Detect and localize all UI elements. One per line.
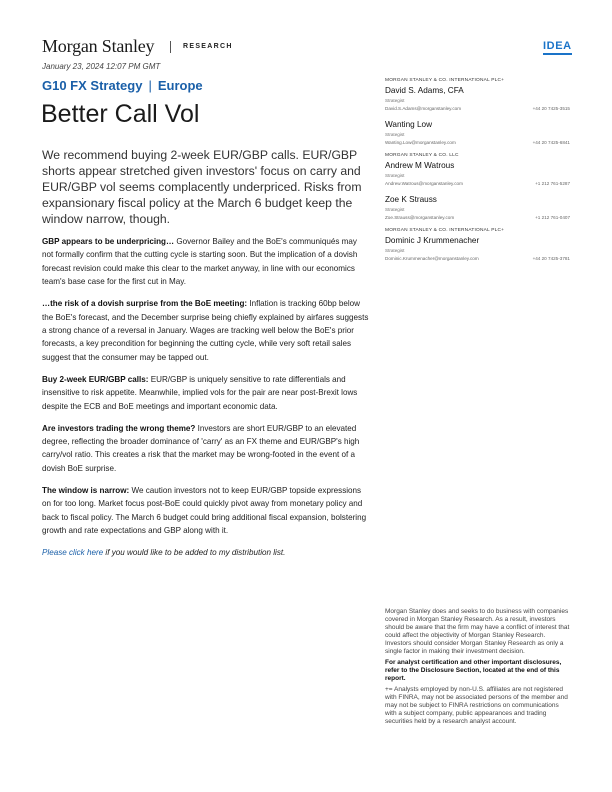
- paragraph-text: We caution investors not to keep EUR/GBP topside expressions on for too long. Market focus post-BoE could quickly pivot away from monetary policy and back to fiscal policy. The March 6 budget could bring additional fiscal expansion, bolstering growth and rate expectations and GBP along with it.: [42, 485, 367, 536]
- analyst-email[interactable]: Andrew.Watrous@morganstanley.com: [385, 181, 463, 186]
- analyst-entry: [385, 194, 570, 222]
- analyst-group: [385, 228, 570, 263]
- body-paragraph: [42, 422, 370, 476]
- analyst-entry: [385, 235, 570, 263]
- analyst-role: Strategist: [385, 248, 405, 253]
- paragraph-lead: …the risk of a dovish surprise from the BoE meeting:: [42, 299, 248, 309]
- analyst-name: Wanting Low: [385, 120, 433, 129]
- header-divider: [170, 41, 171, 53]
- paragraph-lead: Buy 2-week EUR/GBP calls:: [42, 374, 149, 384]
- analyst-role: Strategist: [385, 173, 405, 178]
- paragraph-lead: The window is narrow:: [42, 485, 130, 495]
- analyst-phone: +44 20 7425-3781: [532, 256, 570, 261]
- strategy-region: Europe: [157, 78, 203, 93]
- body-paragraph: [42, 484, 370, 538]
- strategy-name: G10 FX Strategy: [42, 78, 143, 93]
- disclaimer-box: [385, 608, 570, 729]
- firm-name: MORGAN STANLEY & CO. INTERNATIONAL PLC+: [385, 78, 505, 83]
- analyst-phone: +1 212 761-0407: [535, 215, 570, 220]
- analyst-contact: [385, 139, 570, 147]
- analyst-entry: [385, 160, 570, 188]
- disclaimer-certification-text: For analyst certification and other important disclosures, refer to the Disclosure Section, located at the end of this report.: [385, 659, 562, 682]
- disclaimer-conflict: Morgan Stanley does and seeks to do business with companies covered in Morgan Stanley Research. As a result, investors should be aware that the firm may have a conflict of interest that could affect the objectivity of Morgan Stanley Research. Investors should consider Morgan Stanley Research as only a single factor in making their investment decision.: [385, 608, 570, 655]
- analyst-email[interactable]: Dominic.Krummenacher@morganstanley.com: [385, 256, 479, 261]
- distribution-link[interactable]: Please click here: [42, 548, 104, 558]
- idea-tag: IDEA: [543, 40, 572, 55]
- disclaimer-finra: += Analysts employed by non-U.S. affiliates are not registered with FINRA, may not be associated persons of the member and may not be subject to FINRA restrictions on communications with a subject company, public appearances and trading securities held by a research analyst account.: [385, 686, 568, 725]
- analyst-sidebar: [385, 78, 570, 269]
- analyst-email[interactable]: Wanting.Low@morganstanley.com: [385, 140, 456, 145]
- section-label: RESEARCH: [183, 43, 233, 50]
- analyst-name: Zoe K Strauss: [385, 195, 437, 204]
- analyst-role: Strategist: [385, 98, 405, 103]
- analyst-group: [385, 153, 570, 222]
- disclaimer-certification: [385, 659, 570, 683]
- analyst-phone: +44 20 7425-6841: [532, 140, 570, 145]
- analyst-contact: [385, 105, 570, 113]
- analyst-role: Strategist: [385, 207, 405, 212]
- analyst-contact: [385, 180, 570, 188]
- firm-name: MORGAN STANLEY & CO. LLC: [385, 153, 459, 158]
- paragraph-lead: Are investors trading the wrong theme?: [42, 423, 196, 433]
- body-paragraph: [42, 297, 370, 364]
- analyst-phone: +1 212 761-5287: [535, 181, 570, 186]
- paragraph-text: Inflation is tracking 60bp below the BoE's forecast, and the December surprise being chiefly explained by airfares suggests a strong chance of a reversal in January. Wages are tracking well below the BoE's prior forecasts, a key precondition for beginning the cutting cycle, while very soft retail sales suggest that the consumer may be tapped out.: [42, 299, 369, 362]
- body-paragraph: [42, 373, 370, 413]
- analyst-contact: [385, 255, 570, 263]
- paragraph-text: Governor Bailey and the BoE's communiqués may not formally confirm that the cutting cycle is starting soon. But the implication of a dovish forecast revision could make this clear to the market anyway, in line with our economics team's base case for the first cut in May.: [42, 237, 358, 287]
- publication-date: January 23, 2024 12:07 PM GMT: [42, 62, 161, 71]
- distribution-line: [42, 546, 370, 559]
- analyst-entry: [385, 85, 570, 113]
- analyst-name: Dominic J Krummenacher: [385, 236, 480, 245]
- analyst-group: [385, 78, 570, 147]
- analyst-role: Strategist: [385, 132, 405, 137]
- paragraph-lead: GBP appears to be underpricing…: [42, 237, 175, 246]
- distribution-text: if you would like to be added to my distribution list.: [103, 548, 286, 558]
- report-body: [42, 235, 370, 568]
- analyst-phone: +44 20 7425-3515: [532, 106, 570, 111]
- paragraph-text: Investors are short EUR/GBP to an elevated degree, reflecting the broader dominance of 'carry' as an FX theme and EUR/GBP's high carry/vol ratio. This creates a risk that the market may be wrong-footed in the event of a dovish BoE surprise.: [42, 423, 360, 473]
- analyst-entry: [385, 119, 570, 147]
- report-summary: We recommend buying 2-week EUR/GBP calls. EUR/GBP shorts appear stretched given investors' focus on carry and EUR/GBP vol seems complacently underpriced. Risks from expansionary fiscal policy at the March 6 budget keep the window narrow, though.: [42, 148, 362, 226]
- analyst-name: David S. Adams, CFA: [385, 86, 464, 95]
- strategy-separator: |: [148, 78, 152, 93]
- report-title: Better Call Vol: [41, 100, 200, 128]
- body-paragraph: [42, 235, 370, 289]
- analyst-contact: [385, 214, 570, 222]
- analyst-email[interactable]: Zoe.Strauss@morganstanley.com: [385, 215, 455, 220]
- paragraph-text: EUR/GBP is uniquely sensitive to rate differentials and insensitive to risk appetite. Meanwhile, implied vols for the pair are near post-Brexit lows despite the ECB and BoE meetings and important economic data.: [42, 374, 358, 411]
- strategy-line: [42, 78, 203, 93]
- morgan-stanley-logo: Morgan Stanley: [42, 36, 155, 56]
- analyst-name: Andrew M Watrous: [385, 161, 455, 170]
- analyst-email[interactable]: David.S.Adams@morganstanley.com: [385, 106, 462, 111]
- firm-name: MORGAN STANLEY & CO. INTERNATIONAL PLC+: [385, 228, 505, 233]
